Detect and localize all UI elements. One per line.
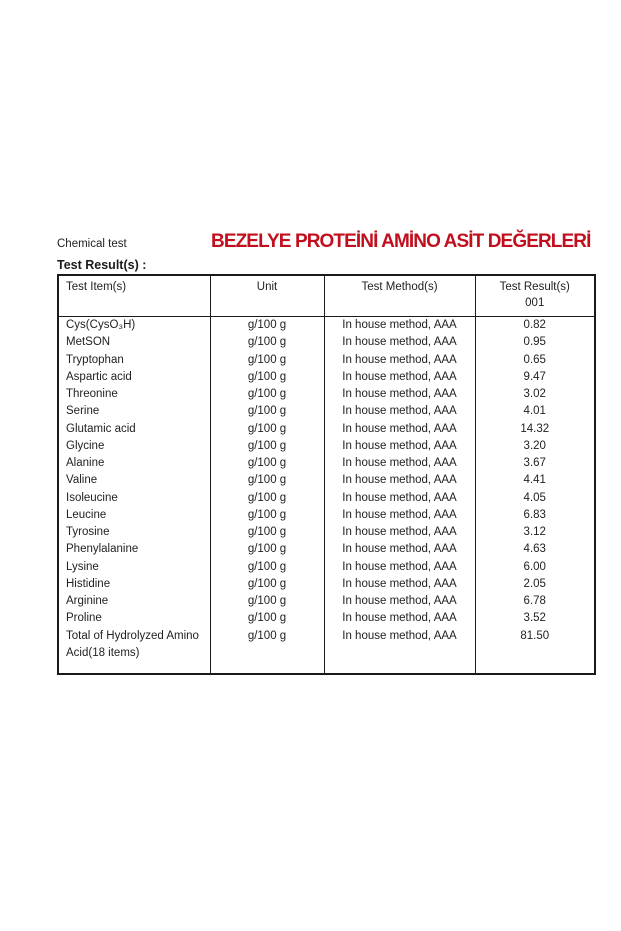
cell-test-item: Isoleucine bbox=[58, 490, 210, 507]
table-row bbox=[58, 352, 595, 369]
cell-unit: g/100 g bbox=[210, 541, 324, 558]
cell-unit: g/100 g bbox=[210, 352, 324, 369]
table-row bbox=[58, 369, 595, 386]
cell-test-result: 3.02 bbox=[475, 386, 595, 403]
cell-test-result: 4.01 bbox=[475, 403, 595, 420]
cell-unit: g/100 g bbox=[210, 334, 324, 351]
cell-test-result: 6.83 bbox=[475, 507, 595, 524]
results-table bbox=[57, 274, 596, 675]
table-row bbox=[58, 593, 595, 610]
table-row bbox=[58, 317, 595, 335]
cell-test-result: 3.67 bbox=[475, 455, 595, 472]
cell-test-result: 3.12 bbox=[475, 524, 595, 541]
table-row bbox=[58, 472, 595, 489]
cell-unit: g/100 g bbox=[210, 403, 324, 420]
cell-test-method: In house method, AAA bbox=[324, 455, 475, 472]
column-header-test-item: Test Item(s) bbox=[58, 275, 210, 317]
cell-unit: g/100 g bbox=[210, 507, 324, 524]
cell-test-method: In house method, AAA bbox=[324, 403, 475, 420]
cell-unit: g/100 g bbox=[210, 455, 324, 472]
cell-unit: g/100 g bbox=[210, 559, 324, 576]
cell-unit: g/100 g bbox=[210, 438, 324, 455]
cell-test-item: MetSON bbox=[58, 334, 210, 351]
cell-unit: g/100 g bbox=[210, 524, 324, 541]
cell-test-item: Phenylalanine bbox=[58, 541, 210, 558]
cell-unit: g/100 g bbox=[210, 421, 324, 438]
cell-test-result: 81.50 bbox=[475, 628, 595, 675]
table-row bbox=[58, 541, 595, 558]
table-row bbox=[58, 438, 595, 455]
table-row bbox=[58, 334, 595, 351]
cell-unit: g/100 g bbox=[210, 628, 324, 675]
cell-test-item: Total of Hydrolyzed Amino Acid(18 items) bbox=[58, 628, 210, 675]
cell-test-method: In house method, AAA bbox=[324, 593, 475, 610]
cell-test-item: Threonine bbox=[58, 386, 210, 403]
table-row bbox=[58, 507, 595, 524]
table-row bbox=[58, 576, 595, 593]
table-row bbox=[58, 386, 595, 403]
cell-unit: g/100 g bbox=[210, 610, 324, 627]
cell-test-result: 2.05 bbox=[475, 576, 595, 593]
cell-unit: g/100 g bbox=[210, 472, 324, 489]
cell-test-method: In house method, AAA bbox=[324, 421, 475, 438]
cell-unit: g/100 g bbox=[210, 576, 324, 593]
column-header-test-method: Test Method(s) bbox=[324, 275, 475, 317]
cell-test-item: Cys(CysO₃H) bbox=[58, 317, 210, 335]
cell-test-result: 4.41 bbox=[475, 472, 595, 489]
cell-test-method: In house method, AAA bbox=[324, 524, 475, 541]
column-header-test-result-label: Test Result(s) bbox=[499, 281, 570, 293]
cell-test-item: Histidine bbox=[58, 576, 210, 593]
cell-test-method: In house method, AAA bbox=[324, 541, 475, 558]
cell-test-result: 3.52 bbox=[475, 610, 595, 627]
cell-test-result: 14.32 bbox=[475, 421, 595, 438]
cell-test-method: In house method, AAA bbox=[324, 559, 475, 576]
cell-test-item: Glutamic acid bbox=[58, 421, 210, 438]
cell-test-item: Glycine bbox=[58, 438, 210, 455]
cell-test-result: 4.05 bbox=[475, 490, 595, 507]
cell-test-method: In house method, AAA bbox=[324, 610, 475, 627]
cell-test-method: In house method, AAA bbox=[324, 490, 475, 507]
cell-test-item: Leucine bbox=[58, 507, 210, 524]
table-row bbox=[58, 610, 595, 627]
cell-test-method: In house method, AAA bbox=[324, 352, 475, 369]
cell-test-item: Proline bbox=[58, 610, 210, 627]
table-row bbox=[58, 455, 595, 472]
table-row bbox=[58, 524, 595, 541]
cell-test-method: In house method, AAA bbox=[324, 317, 475, 335]
page-title: BEZELYE PROTEİNİ AMİNO ASİT DEĞERLERİ bbox=[211, 231, 591, 252]
cell-test-item: Arginine bbox=[58, 593, 210, 610]
column-header-unit: Unit bbox=[210, 275, 324, 317]
table-header-row bbox=[58, 275, 595, 317]
cell-test-result: 3.20 bbox=[475, 438, 595, 455]
table-row bbox=[58, 421, 595, 438]
test-results-section-label: Test Result(s) : bbox=[57, 258, 147, 272]
cell-test-item: Lysine bbox=[58, 559, 210, 576]
cell-test-result: 9.47 bbox=[475, 369, 595, 386]
cell-test-item: Aspartic acid bbox=[58, 369, 210, 386]
table-body bbox=[58, 317, 595, 675]
cell-test-method: In house method, AAA bbox=[324, 369, 475, 386]
cell-unit: g/100 g bbox=[210, 593, 324, 610]
table-row bbox=[58, 403, 595, 420]
table-row bbox=[58, 559, 595, 576]
cell-unit: g/100 g bbox=[210, 386, 324, 403]
column-header-test-result bbox=[475, 275, 595, 317]
cell-unit: g/100 g bbox=[210, 490, 324, 507]
table-header bbox=[58, 275, 595, 317]
cell-test-method: In house method, AAA bbox=[324, 334, 475, 351]
cell-test-item: Tryptophan bbox=[58, 352, 210, 369]
cell-test-result: 0.65 bbox=[475, 352, 595, 369]
chemical-test-label: Chemical test bbox=[57, 238, 127, 250]
cell-unit: g/100 g bbox=[210, 317, 324, 335]
cell-test-method: In house method, AAA bbox=[324, 507, 475, 524]
table-row bbox=[58, 628, 595, 675]
cell-test-result: 0.95 bbox=[475, 334, 595, 351]
column-header-result-number: 001 bbox=[525, 297, 545, 309]
cell-test-result: 6.00 bbox=[475, 559, 595, 576]
cell-test-item: Serine bbox=[58, 403, 210, 420]
cell-unit: g/100 g bbox=[210, 369, 324, 386]
table-row bbox=[58, 490, 595, 507]
cell-test-item: Valine bbox=[58, 472, 210, 489]
cell-test-method: In house method, AAA bbox=[324, 576, 475, 593]
cell-test-item: Tyrosine bbox=[58, 524, 210, 541]
cell-test-result: 0.82 bbox=[475, 317, 595, 335]
cell-test-result: 4.63 bbox=[475, 541, 595, 558]
cell-test-result: 6.78 bbox=[475, 593, 595, 610]
cell-test-method: In house method, AAA bbox=[324, 472, 475, 489]
cell-test-method: In house method, AAA bbox=[324, 386, 475, 403]
cell-test-item: Alanine bbox=[58, 455, 210, 472]
cell-test-method: In house method, AAA bbox=[324, 628, 475, 675]
cell-test-method: In house method, AAA bbox=[324, 438, 475, 455]
